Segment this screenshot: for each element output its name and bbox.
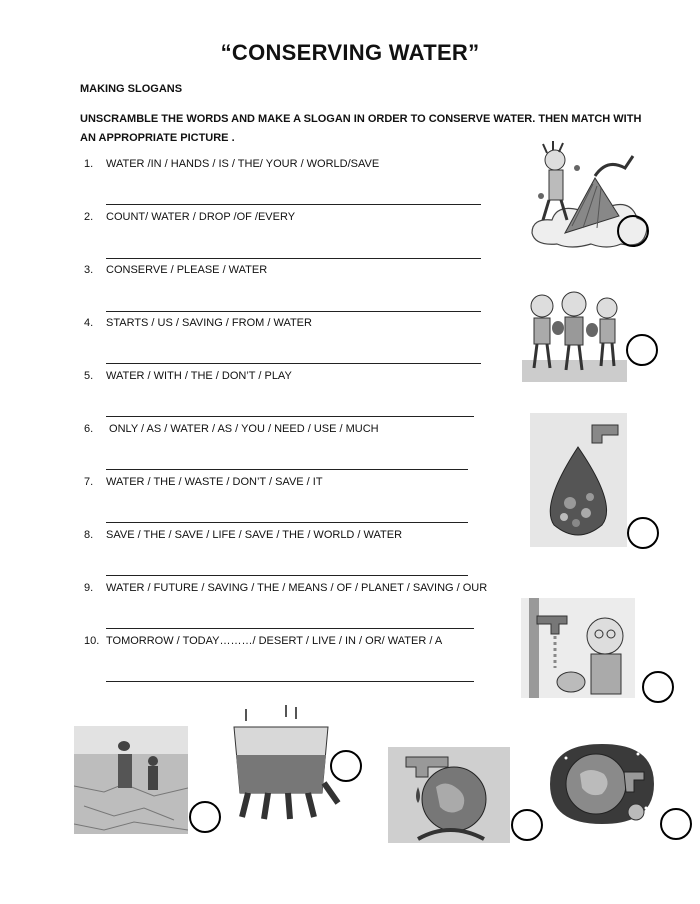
slogan-item-1: 1. WATER /IN / HANDS / IS / THE/ YOUR / WORLD/SAVE xyxy=(84,158,380,170)
answer-line-5[interactable] xyxy=(106,416,474,417)
earth-tap-picture xyxy=(388,747,510,843)
answer-circle-pic-h[interactable] xyxy=(660,808,692,840)
answer-circle-pic-a[interactable] xyxy=(617,215,649,247)
answer-circle-pic-e[interactable] xyxy=(189,801,221,833)
kids-with-buckets-picture xyxy=(522,290,627,382)
slogan-item-4: 4. STARTS / US / SAVING / FROM / WATER xyxy=(84,317,312,329)
slogan-item-10: 10. TOMORROW / TODAY………/ DESERT / LIVE / IN / OR/ WATER / A xyxy=(84,635,443,647)
answer-line-7[interactable] xyxy=(106,522,468,523)
slogan-item-3: 3. CONSERVE / PLEASE / WATER xyxy=(84,264,268,276)
answer-circle-pic-b[interactable] xyxy=(626,334,658,366)
bag-with-hands-picture xyxy=(228,703,344,821)
slogan-item-9: 9. WATER / FUTURE / SAVING / THE / MEANS / OF / PLANET / SAVING / OUR xyxy=(84,582,488,594)
answer-line-4[interactable] xyxy=(106,363,481,364)
instructions: UNSCRAMBLE THE WORDS AND MAKE A SLOGAN IN ORDER TO CONSERVE WATER. THEN MATCH WITH AN APPROPRIATE PICTURE . xyxy=(80,113,642,144)
answer-line-10[interactable] xyxy=(106,681,474,682)
answer-circle-pic-d[interactable] xyxy=(642,671,674,703)
answer-circle-pic-f[interactable] xyxy=(330,750,362,782)
answer-line-2[interactable] xyxy=(106,258,481,259)
answer-line-9[interactable] xyxy=(106,628,474,629)
drought-picture xyxy=(74,726,188,834)
section-subtitle: MAKING SLOGANS xyxy=(80,83,183,95)
slogan-item-6: 6. ONLY / AS / WATER / AS / YOU / NEED / USE / MUCH xyxy=(84,423,379,435)
page-title: “CONSERVING WATER” xyxy=(220,40,480,65)
slogan-item-7: 7. WATER / THE / WASTE / DON’T / SAVE / IT xyxy=(84,476,323,488)
answer-circle-pic-c[interactable] xyxy=(627,517,659,549)
answer-line-1[interactable] xyxy=(106,204,481,205)
slogan-item-2: 2. COUNT/ WATER / DROP /OF /EVERY xyxy=(84,211,296,223)
answer-line-3[interactable] xyxy=(106,311,481,312)
earth-faucet-picture xyxy=(546,738,658,830)
boy-at-tap-picture xyxy=(521,598,635,698)
answer-line-6[interactable] xyxy=(106,469,468,470)
slogan-item-8: 8. SAVE / THE / SAVE / LIFE / SAVE / THE / WORLD / WATER xyxy=(84,529,403,541)
water-drop-picture xyxy=(530,413,627,547)
answer-line-8[interactable] xyxy=(106,575,468,576)
slogan-item-5: 5. WATER / WITH / THE / DON’T / PLAY xyxy=(84,370,292,382)
answer-circle-pic-g[interactable] xyxy=(511,809,543,841)
